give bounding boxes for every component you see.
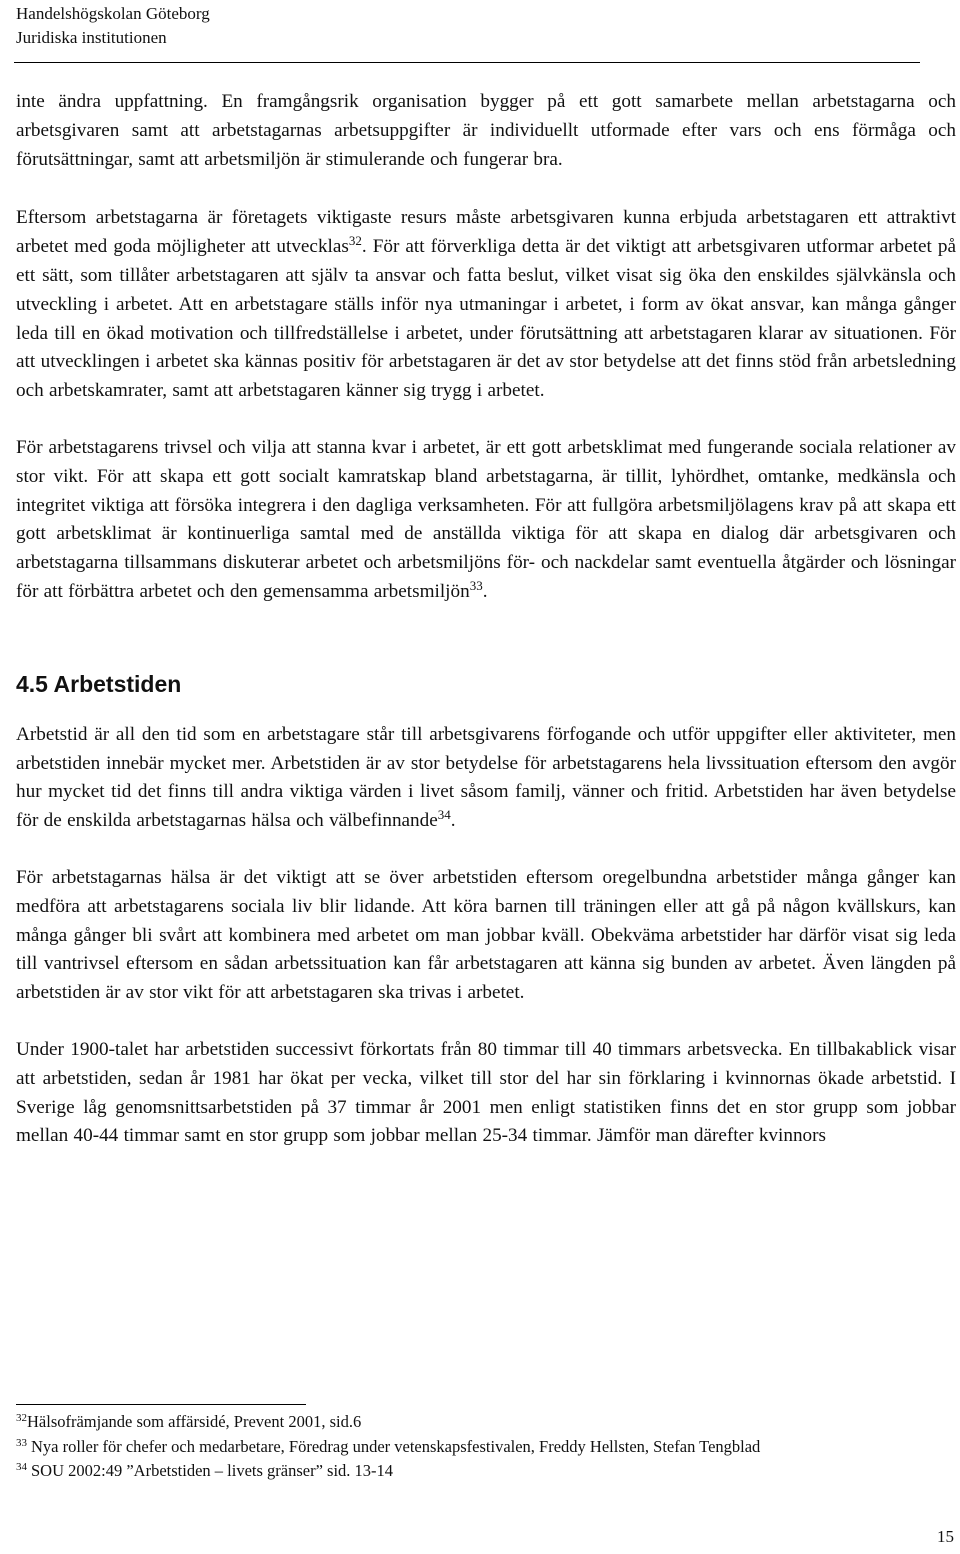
paragraph-5-text: För arbetstagarnas hälsa är det viktigt att se över arbetstiden eftersom oregelbundna arbetstider många gånger kan medföra att arbetstagarens sociala liv blir lidande. Att köra barnen till träningen eller att gå på någon kvällskurs, kan många gånger bli svårt att kombinera med arbetet om man jobbar kväll. Obekväma arbetstider har därför visat sig leda till vantrivsel eftersom en sådan arbetssituation kan får arbetstagaren att känna sig bunden av arbetet. Även längden på arbetstiden är av stor vikt för att arbetstagaren ska trivas i arbetet. bbox=[16, 866, 956, 1004]
paragraph-2-text-a: Eftersom arbetstagarna är företagets viktigaste resurs måste arbetsgivaren kunna erbjuda arbetstagaren ett attraktivt arbetet med goda möjligheter att utvecklas bbox=[16, 207, 956, 258]
section-heading bbox=[16, 669, 956, 699]
page-number: 15 bbox=[937, 1527, 954, 1546]
paragraph-4-text-b: . bbox=[450, 810, 456, 832]
footnote-divider bbox=[16, 1404, 306, 1405]
footnote-34 bbox=[16, 1459, 956, 1484]
section-number: 4.5 bbox=[16, 670, 48, 697]
footnote-number: 33 bbox=[16, 1436, 27, 1449]
footnote-33 bbox=[16, 1435, 956, 1460]
paragraph-3-text-a: För arbetstagarens trivsel och vilja att stanna kvar i arbetet, är ett gott arbetsklimat med fungerande sociala relationer av stor vikt. För att skapa ett gott socialt kamratskap bland arbetstagarna, är tillit, lyhördhet, omtanke, medkänsla och integritet viktiga att försöka integrera i den dagliga verksamheten. För att fullgöra arbetsmiljölagens krav på att skapa ett gott arbetsklimat är kontinuerliga samtal med de anställda viktiga för att skapa en dialog där arbetsgivaren och arbetstagarna tillsammans diskuterar arbetet och arbetsmiljöns för- och nackdelar samt eventuella åtgärder och lösningar för att förbättra arbetet och den gemensamma arbetsmiljön bbox=[16, 436, 956, 602]
paragraph-4 bbox=[16, 721, 956, 836]
footnotes bbox=[16, 1410, 956, 1484]
body-text bbox=[16, 88, 956, 1179]
paragraph-4-text-a: Arbetstid är all den tid som en arbetstagare står till arbetsgivarens förfogande och utför uppgifter eller aktiviteter, men arbetstiden innebär mycket mer. Arbetstiden är av stor betydelse för arbetstagarens hela livssituation eftersom den avgör hur mycket tid det finns till andra viktiga värden i livet såsom familj, vänner och fritid. Arbetstiden har även betydelse för de enskilda arbetstagarnas hälsa och välbefinnande bbox=[16, 723, 956, 832]
paragraph-6 bbox=[16, 1036, 956, 1151]
paragraph-6-text: Under 1900-talet har arbetstiden successivt förkortats från 80 timmar till 40 timmars arbetsvecka. En tillbakablick visar att arbetstiden, sedan år 1981 har ökat per vecka, vilket till stor del har sin förklaring i kvinnornas ökade arbetstid. I Sverige låg genomsnittsarbetstiden på 37 timmar år 2001 men enligt statistiken finns det en stor grupp som jobbar mellan 40-44 timmar samt en stor grupp som jobbar mellan 25-34 timmar. Jämför man därefter kvinnors bbox=[16, 1038, 956, 1147]
footnote-number: 32 bbox=[16, 1412, 27, 1424]
paragraph-2-text-b: . För att förverkliga detta är det viktigt att arbetsgivaren utformar arbetet på ett sätt, som tillåter arbetstagaren att själv ta ansvar och fatta beslut, vilket visat sig öka den enskildes självkänsla och utveckling i arbetet. Att en arbetstagare ställs inför nya utmaningar i arbetet, i form av ökat ansvar, kan många gånger leda till en ökad motivation och tillfredställelse i arbetet, under förutsättning att arbetstagaren klarar av situationen. För att utvecklingen i arbetet ska kännas positiv för arbetstagaren är det av stor betydelse att det finns stöd från arbetsledning och arbetskamrater, samt att arbetstagaren känner sig trygg i arbetet. bbox=[16, 236, 956, 402]
paragraph-1-text: inte ändra uppfattning. En framgångsrik organisation bygger på ett gott samarbete mellan arbetstagarna och arbetsgivaren samt att arbetstagarnas arbetsuppgifter är individuellt utformade efter vars och ens förmåga och förutsättningar, samt att arbetsmiljön är stimulerande och fungerar bra. bbox=[16, 91, 956, 170]
paragraph-5 bbox=[16, 864, 956, 1008]
footnote-ref-32[interactable]: 32 bbox=[348, 233, 362, 249]
footnote-number: 34 bbox=[16, 1461, 27, 1474]
header-institution: Handelshögskolan Göteborg bbox=[16, 4, 210, 23]
page-header bbox=[16, 2, 210, 50]
paragraph-2 bbox=[16, 204, 956, 406]
header-divider bbox=[14, 62, 920, 63]
footnote-ref-34[interactable]: 34 bbox=[437, 807, 451, 823]
section-title: Arbetstiden bbox=[53, 670, 182, 697]
header-department: Juridiska institutionen bbox=[16, 28, 167, 47]
footnote-text: Hälsofrämjande som affärsidé, Prevent 2001, sid.6 bbox=[27, 1412, 362, 1431]
paragraph-1 bbox=[16, 88, 956, 174]
footnote-text: SOU 2002:49 ”Arbetstiden – livets gränser” sid. 13-14 bbox=[31, 1461, 394, 1481]
footnote-32 bbox=[16, 1410, 956, 1435]
paragraph-3 bbox=[16, 434, 956, 607]
footnote-text: Nya roller för chefer och medarbetare, Föredrag under vetenskapsfestivalen, Freddy Hellsten, Stefan Tengblad bbox=[31, 1436, 761, 1456]
paragraph-3-text-b: . bbox=[482, 580, 488, 602]
footnote-ref-33[interactable]: 33 bbox=[469, 577, 483, 593]
